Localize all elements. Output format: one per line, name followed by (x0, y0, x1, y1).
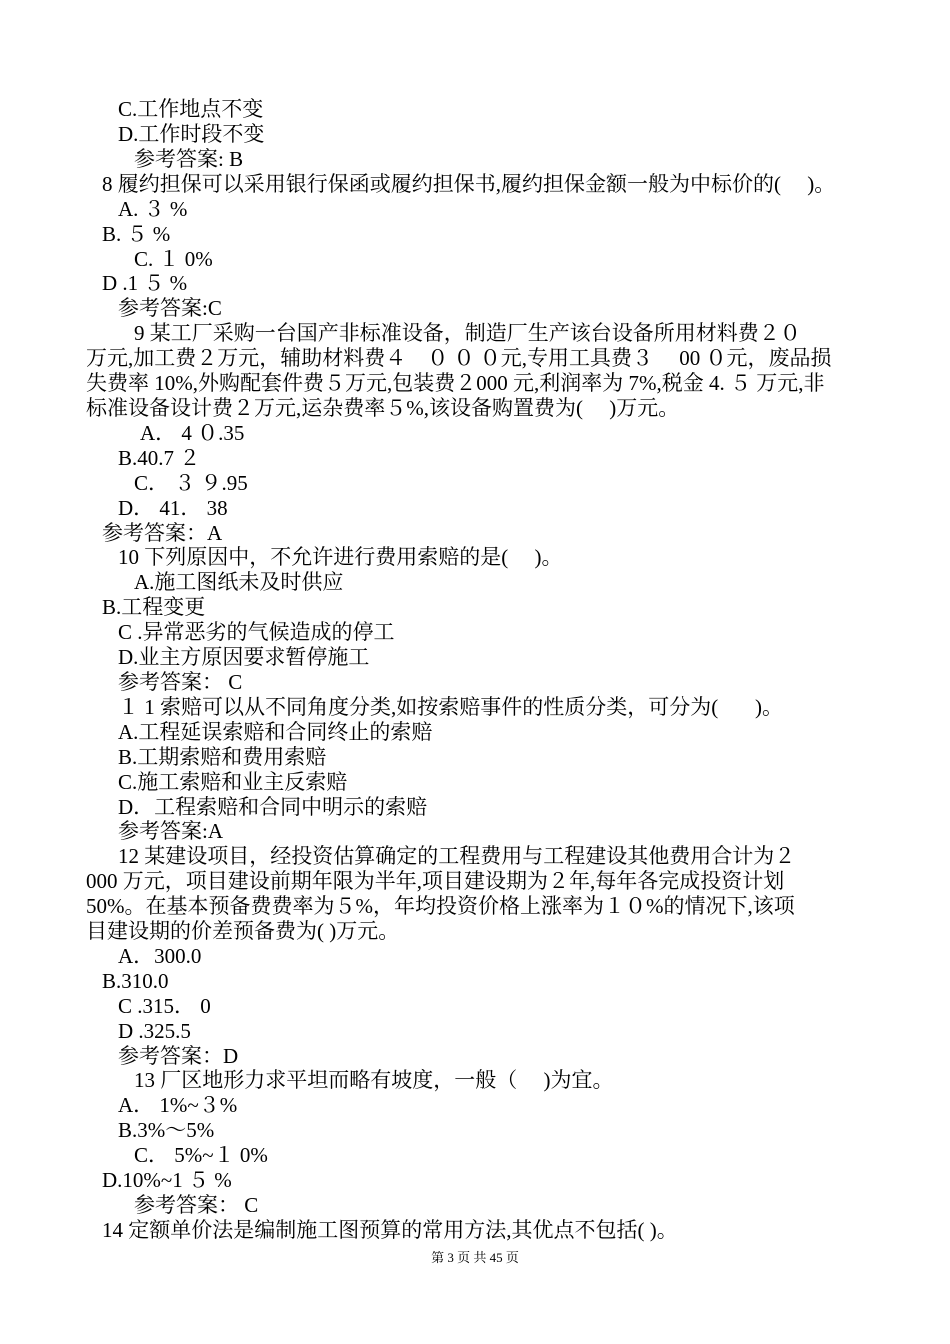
text-line: 参考答案:C (118, 296, 222, 320)
text-line: 12 某建设项目，经投资估算确定的工程费用与工程建设其他费用合计为２ (118, 844, 796, 868)
text-line: B. ５ % (102, 222, 171, 246)
text-line: 13 厂区地形力求平坦而略有坡度，一般（ )为宜。 (134, 1068, 614, 1092)
text-line: D .1 ５ % (102, 271, 188, 295)
text-line: D.工作时段不变 (118, 122, 265, 146)
text-line: 参考答案：A (102, 521, 223, 545)
text-line: 8 履约担保可以采用银行保函或履约担保书,履约担保金额一般为中标价的( )。 (102, 172, 836, 196)
text-line: C.工作地点不变 (118, 97, 264, 121)
text-line: A.工程延误索赔和合同终止的索赔 (118, 720, 433, 744)
text-line: D.业主方原因要求暂停施工 (118, 645, 370, 669)
text-line: A． 4 ０.35 (140, 421, 245, 445)
text-line: 9 某工厂采购一台国产非标准设备，制造厂生产该台设备所用材料费２０ (134, 321, 801, 345)
text-line: 参考答案： C (134, 1193, 259, 1217)
text-line: 参考答案：D (118, 1044, 239, 1068)
text-line: C .315． 0 (118, 994, 211, 1018)
page-footer: 第 3 页 共 45 页 (431, 1250, 519, 1265)
text-line: C． 5%~１ 0% (134, 1143, 268, 1167)
text-line: 标准设备设计费２万元,运杂费率５%,该设备购置费为( )万元。 (86, 396, 680, 420)
text-line: C.施工索赔和业主反索赔 (118, 770, 348, 794)
text-line: C． ３ ９.95 (134, 471, 248, 495)
text-line: B.工程变更 (102, 595, 206, 619)
text-line: A. ３ % (118, 197, 188, 221)
text-line: 参考答案:A (118, 819, 223, 843)
text-line: B.40.7 ２ (118, 446, 201, 470)
text-line: B.310.0 (102, 969, 169, 993)
text-line: 失费率 10%,外购配套件费５万元,包装费２000 元,利润率为 7%,税金 4. ５ 万元,非 (86, 371, 825, 395)
text-line: 目建设期的价差预备费为( )万元。 (86, 919, 400, 943)
text-line: 10 下列原因中，不允许进行费用索赔的是( )。 (118, 545, 563, 569)
text-line: 参考答案： C (118, 670, 243, 694)
text-line: 000 万元，项目建设前期年限为半年,项目建设期为２年,每年各完成投资计划 (86, 869, 785, 893)
text-line: B.3%～5% (118, 1118, 215, 1142)
text-line: １ 1 索赔可以从不同角度分类,如按索赔事件的性质分类，可分为( )。 (118, 695, 783, 719)
text-line: C .异常恶劣的气候造成的停工 (118, 620, 395, 644)
text-line: 万元,加工费２万元，辅助材料费４ ０ ０ ０元,专用工具费３ 00 ０元，废品损 (86, 346, 832, 370)
text-line: D.10%~1 ５ % (102, 1168, 232, 1192)
text-line: 参考答案: B (134, 147, 244, 171)
text-line: D． 41． 38 (118, 496, 228, 520)
text-line: 50%。在基本预备费费率为５%，年均投资价格上涨率为１０%的情况下,该项 (86, 894, 795, 918)
text-line: D .325.5 (118, 1019, 191, 1043)
text-line: 14 定额单价法是编制施工图预算的常用方法,其优点不包括( )。 (102, 1218, 678, 1242)
text-line: A． 1%~３% (118, 1093, 238, 1117)
text-line: B.工期索赔和费用索赔 (118, 745, 327, 769)
text-line: C. １ 0% (134, 247, 213, 271)
text-line: D．工程索赔和合同中明示的索赔 (118, 795, 428, 819)
text-line: A.施工图纸未及时供应 (134, 570, 344, 594)
text-line: A．300.0 (118, 944, 202, 968)
